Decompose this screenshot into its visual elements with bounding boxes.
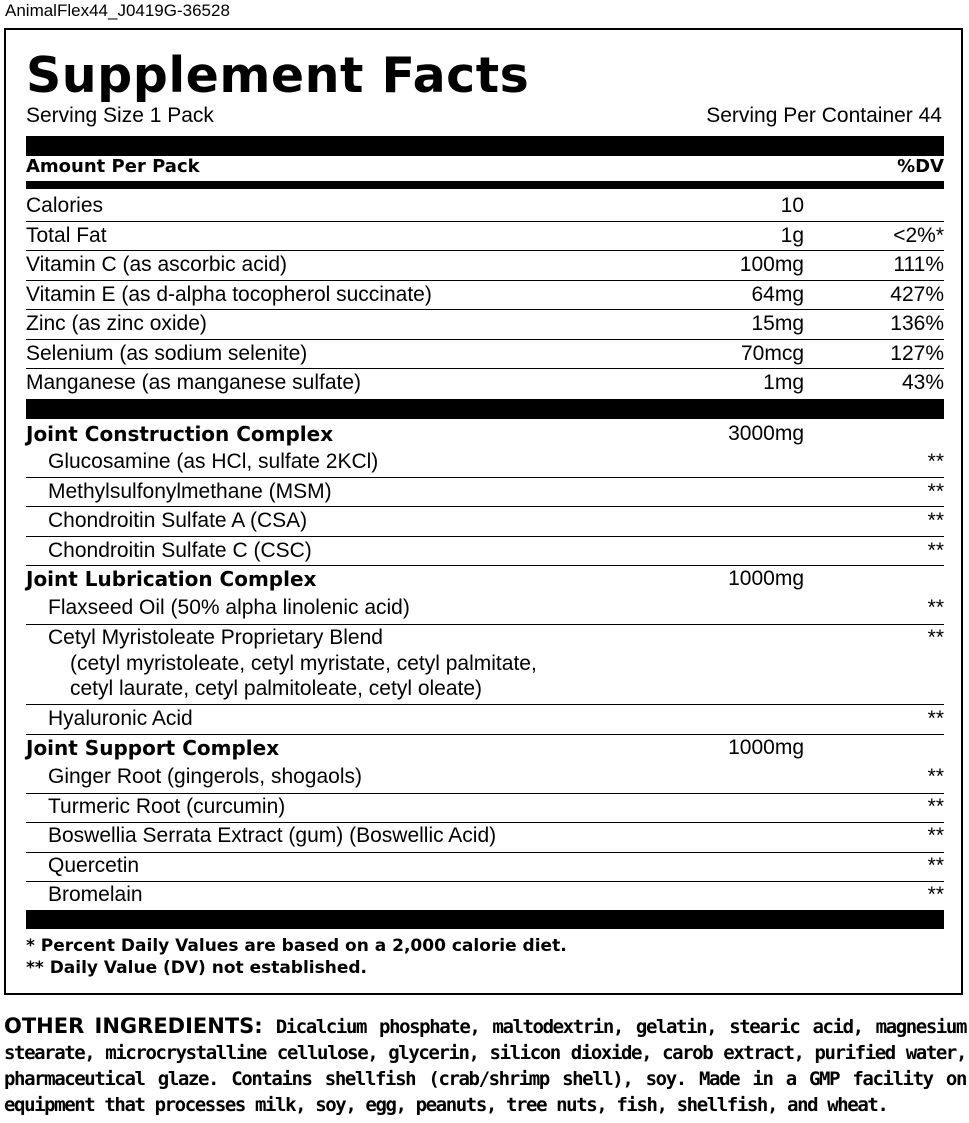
row-divider <box>26 506 944 507</box>
row-divider <box>26 704 944 705</box>
ingredient-dv: ** <box>927 626 944 649</box>
complex-name: Joint Construction Complex <box>26 422 334 446</box>
complex-amount: 1000mg <box>728 736 804 759</box>
other-ingredients-label: OTHER INGREDIENTS: <box>4 1014 263 1038</box>
other-ingredients-text: Dicalcium phosphate, maltodextrin, gelatin, stearic acid, magnesium stearate, microcrystalline cellulose, glycerin, silicon dioxide, carob extract, purified water, pharmaceutical glaze. Contains shellfish (crab/shrimp shell), soy. Made in a GMP facility on equipment that processes milk, soy, egg, peanuts, tree nuts, fish, shellfish, and wheat. <box>4 1016 966 1116</box>
nutrient-dv: 136% <box>890 312 944 335</box>
ingredient-dv: ** <box>927 883 944 906</box>
nutrient-name: Zinc (as zinc oxide) <box>26 312 207 335</box>
ingredient-name: Chondroitin Sulfate C (CSC) <box>48 539 312 562</box>
serving-size: Serving Size 1 Pack <box>26 104 214 127</box>
ingredient-name: Ginger Root (gingerols, shogaols) <box>48 765 362 788</box>
complex-amount: 3000mg <box>728 422 804 445</box>
ingredient-dv: ** <box>927 854 944 877</box>
file-id: AnimalFlex44_J0419G-36528 <box>5 1 230 20</box>
ingredient-detail: (cetyl myristoleate, cetyl myristate, cetyl palmitate, <box>70 652 537 675</box>
row-divider <box>26 280 944 281</box>
ingredient-name: Chondroitin Sulfate A (CSA) <box>48 509 308 532</box>
ingredient-name: Quercetin <box>48 854 140 877</box>
ingredient-dv: ** <box>927 480 944 503</box>
dv-header-label: %DV <box>897 156 944 177</box>
row-divider <box>26 368 944 369</box>
ingredient-dv: ** <box>927 596 944 619</box>
nutrient-dv: 111% <box>893 253 944 276</box>
ingredient-name: Bromelain <box>48 883 143 906</box>
nutrient-amount: 1mg <box>763 371 804 394</box>
ingredient-dv: ** <box>927 707 944 730</box>
row-divider <box>26 250 944 251</box>
nutrient-amount: 15mg <box>751 312 804 335</box>
ingredient-name: Boswellia Serrata Extract (gum) (Boswellic Acid) <box>48 824 497 847</box>
nutrient-name: Total Fat <box>26 224 107 247</box>
ingredient-name: Hyaluronic Acid <box>48 707 193 730</box>
ingredient-dv: ** <box>927 450 944 473</box>
nutrient-amount: 100mg <box>739 253 804 276</box>
complex-name: Joint Lubrication Complex <box>26 567 317 591</box>
ingredient-name: Cetyl Myristoleate Proprietary Blend <box>48 626 383 649</box>
nutrient-amount: 10 <box>780 194 804 217</box>
complex-amount: 1000mg <box>728 567 804 590</box>
nutrient-amount: 70mcg <box>740 342 804 365</box>
nutrient-name: Manganese (as manganese sulfate) <box>26 371 362 394</box>
supplement-facts-panel <box>4 28 963 995</box>
ingredient-dv: ** <box>927 824 944 847</box>
amount-per-pack-label: Amount Per Pack <box>26 156 200 177</box>
percent-dv-footnote: * Percent Daily Values are based on a 2,000 calorie diet. <box>26 936 567 956</box>
nutrient-name: Calories <box>26 194 104 217</box>
nutrient-name: Selenium (as sodium selenite) <box>26 342 308 365</box>
nutrient-dv: 427% <box>890 283 944 306</box>
ingredient-name: Flaxseed Oil (50% alpha linolenic acid) <box>48 596 410 619</box>
row-divider <box>26 477 944 478</box>
complex-name: Joint Support Complex <box>26 736 280 760</box>
ingredient-name: Glucosamine (as HCl, sulfate 2KCl) <box>48 450 379 473</box>
dv-not-established-footnote: ** Daily Value (DV) not established. <box>26 958 368 978</box>
amount-header <box>26 156 944 178</box>
nutrient-dv: 43% <box>901 371 944 394</box>
serving-per-container: Serving Per Container 44 <box>706 104 942 127</box>
nutrient-amount: 64mg <box>751 283 804 306</box>
nutrient-name: Vitamin C (as ascorbic acid) <box>26 253 288 276</box>
ingredient-dv: ** <box>927 509 944 532</box>
row-divider <box>26 852 944 853</box>
row-divider <box>26 339 944 340</box>
ingredient-dv: ** <box>927 765 944 788</box>
row-divider <box>26 881 944 882</box>
thick-divider <box>26 136 944 156</box>
nutrient-name: Vitamin E (as d-alpha tocopherol succinate) <box>26 283 432 306</box>
panel-title: Supplement Facts <box>26 47 530 104</box>
nutrient-dv: <2%* <box>893 224 944 247</box>
ingredient-dv: ** <box>927 539 944 562</box>
nutrient-amount: 1g <box>780 224 804 247</box>
ingredient-detail: cetyl laurate, cetyl palmitoleate, cetyl oleate) <box>70 677 483 700</box>
ingredient-name: Turmeric Root (curcumin) <box>48 795 286 818</box>
row-divider <box>26 221 944 222</box>
ingredient-dv: ** <box>927 795 944 818</box>
nutrient-dv: 127% <box>890 342 944 365</box>
thick-divider <box>26 399 944 419</box>
thick-divider <box>26 910 944 929</box>
other-ingredients <box>4 1013 966 1118</box>
ingredient-name: Methylsulfonylmethane (MSM) <box>48 480 332 503</box>
row-divider <box>26 309 944 310</box>
medium-divider <box>26 181 944 189</box>
row-divider <box>26 536 944 537</box>
